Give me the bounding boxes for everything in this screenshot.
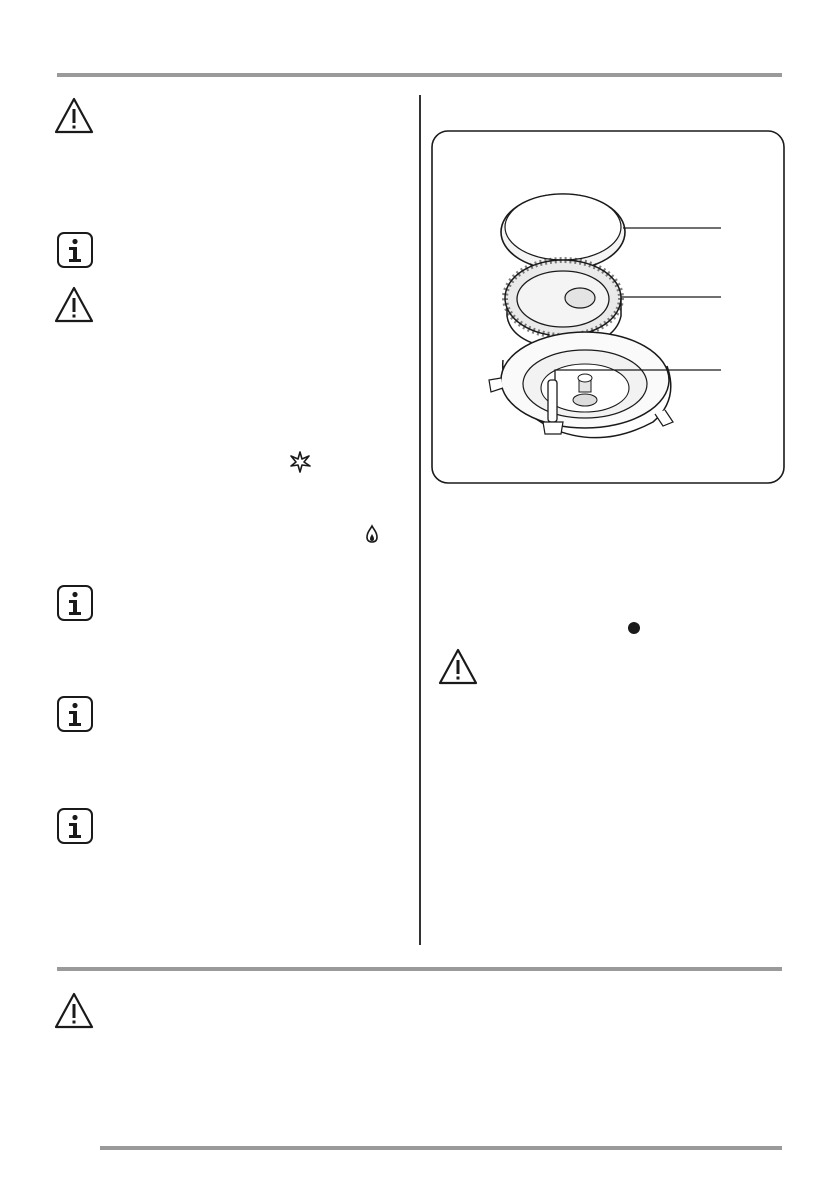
- footer-rule: [100, 1146, 782, 1150]
- info-icon: [56, 695, 96, 735]
- info-icon: [56, 584, 96, 624]
- ignition-spark-icon: [289, 451, 311, 473]
- flame-icon: [365, 524, 379, 544]
- warning-triangle-icon: [54, 285, 94, 325]
- warning-triangle-icon: [438, 647, 478, 687]
- column-divider: [419, 95, 421, 945]
- section-rule: [57, 967, 782, 971]
- info-icon: [56, 807, 96, 847]
- warning-triangle-icon: [54, 96, 94, 136]
- info-icon: [56, 231, 96, 271]
- burner-exploded-diagram: [431, 130, 785, 484]
- filled-circle-icon: [627, 621, 641, 635]
- warning-triangle-icon: [54, 991, 94, 1031]
- burner-cap: [501, 194, 625, 270]
- top-rule: [57, 73, 782, 77]
